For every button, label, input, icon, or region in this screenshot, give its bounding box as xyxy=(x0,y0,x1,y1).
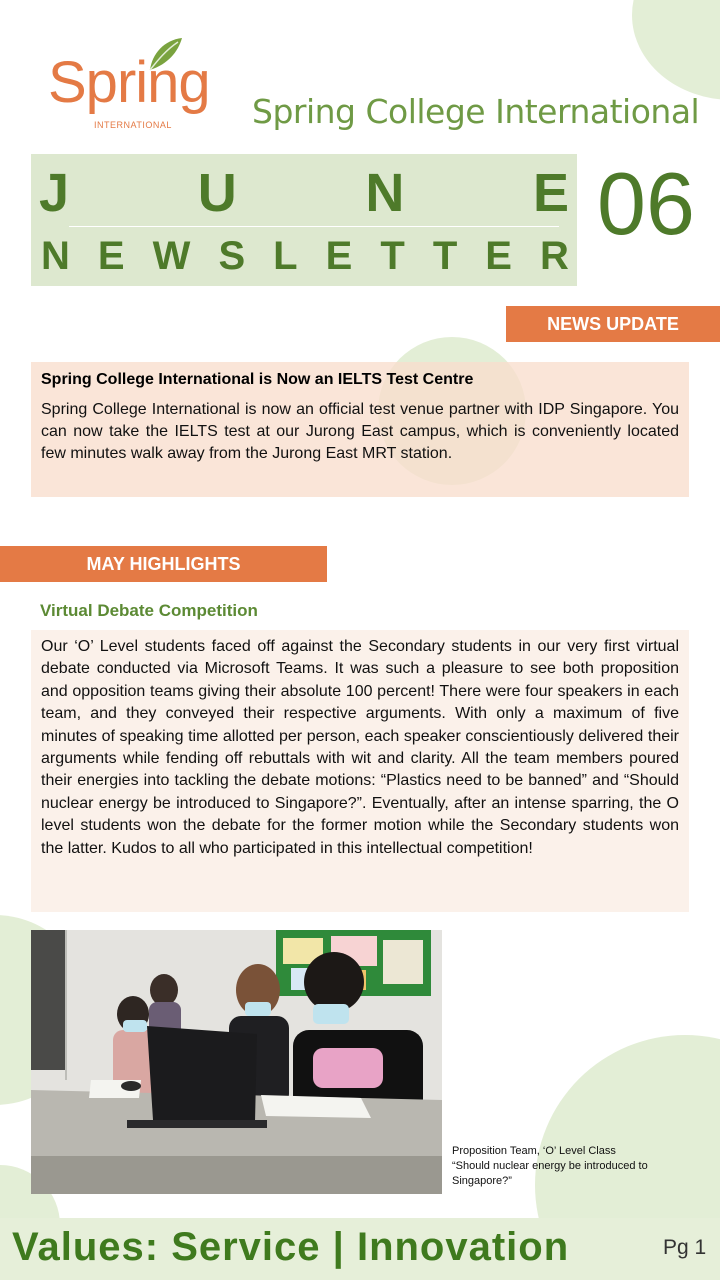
month-title-box xyxy=(31,154,577,286)
news-panel xyxy=(31,362,689,497)
issue-number: 06 xyxy=(597,154,695,253)
debate-photo xyxy=(31,930,442,1194)
month-letter: E xyxy=(532,163,569,223)
may-highlights-tag: MAY HIGHLIGHTS xyxy=(0,546,327,582)
classroom-photo-illustration xyxy=(31,930,442,1194)
newsletter-letter: W xyxy=(152,234,191,278)
newsletter-letter: E xyxy=(97,234,125,278)
month-letters xyxy=(39,163,569,223)
debate-body: Our ‘O’ Level students faced off against the Secondary students in our very first virtual debate conducted via Microsoft Teams. It was such a pleasure to see both proposition and opposition teams giving their absolute 100 percent! There were four speakers in each team, and they conveyed their respective arguments. With only a maximum of five minutes of speaking time allotted per person, each speaker conscientiously delivered their arguments while fending off rebuttals with wit and clarity. All the team members poured their energies into tackling the debate motions: “Plastics need to be banned” and “Should nuclear energy be introduced to Singapore?”. Eventually, after an intense sparring, the O level students won the debate for the former motion while the Secondary students won the latter. Kudos to all who participated in this intellectual competition! xyxy=(41,638,679,857)
college-name: Spring College International xyxy=(252,92,700,131)
newsletter-letter: N xyxy=(41,234,70,278)
news-update-tag: NEWS UPDATE xyxy=(506,306,720,342)
decor-circle-top-right xyxy=(632,0,720,100)
newsletter-letter: S xyxy=(218,234,246,278)
caption-line-2: “Should nuclear energy be introduced to Singapore?” xyxy=(452,1160,648,1187)
newsletter-letter: R xyxy=(540,234,569,278)
newsletter-letter: E xyxy=(325,234,353,278)
news-body: Spring College International is now an official test venue partner with IDP Singapore. You can now take the IELTS test at our Jurong East campus, which is conveniently located few minutes walk away from the Jurong East MRT station. xyxy=(41,401,679,462)
photo-caption xyxy=(452,1144,690,1189)
month-letter: U xyxy=(197,163,237,223)
logo-wordmark: Spring xyxy=(48,50,210,115)
logo-subtitle: INTERNATIONAL xyxy=(94,120,172,130)
month-letter: N xyxy=(365,163,405,223)
newsletter-letter: T xyxy=(432,234,458,278)
values-footer: Values: Service | Innovation xyxy=(12,1225,570,1269)
debate-title: Virtual Debate Competition xyxy=(40,601,258,620)
news-headline: Spring College International is Now an IELTS Test Centre xyxy=(41,371,474,388)
newsletter-letters xyxy=(41,236,569,276)
divider-line xyxy=(69,226,559,227)
newsletter-letter: E xyxy=(485,234,512,278)
newsletter-letter: L xyxy=(273,234,298,278)
debate-panel xyxy=(31,630,689,912)
caption-line-1: Proposition Team, ‘O’ Level Class xyxy=(452,1145,616,1157)
newsletter-letter: T xyxy=(380,234,405,278)
month-letter: J xyxy=(39,163,70,223)
spring-logo xyxy=(48,36,238,136)
page-number: Pg 1 xyxy=(663,1236,707,1259)
